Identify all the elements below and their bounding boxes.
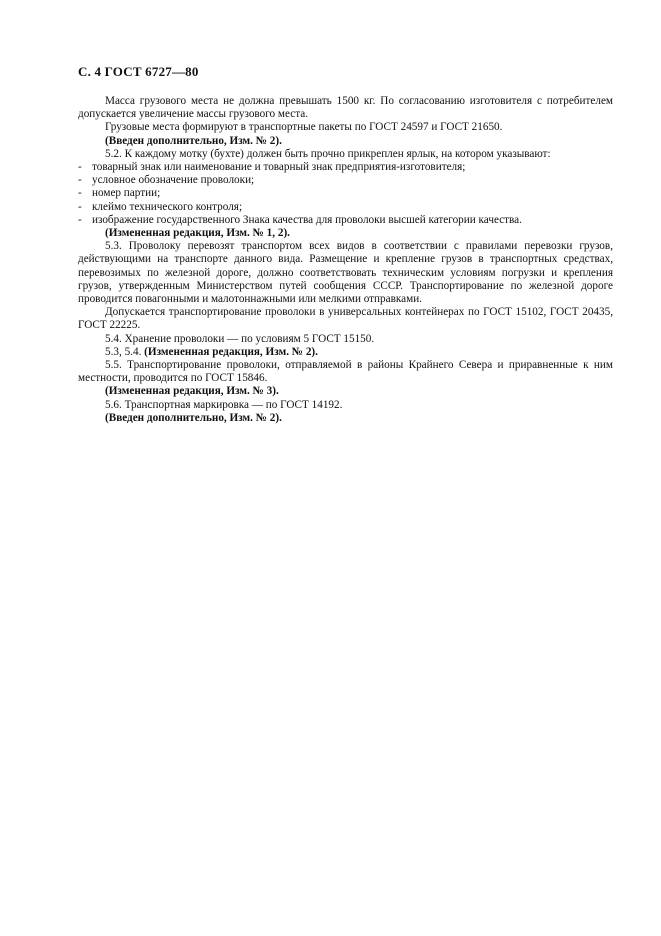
amendment-note: (Измененная редакция, Изм. № 3). bbox=[105, 385, 279, 398]
list-item-text: условное обозначение проволоки; bbox=[92, 174, 255, 187]
paragraph-containers: Допускается транспортирование проволоки в универсальных контейнерах по ГОСТ 15102, ГОСТ 20435, ГОСТ 22225. bbox=[78, 306, 613, 332]
list-marker: - bbox=[78, 200, 82, 213]
list-item bbox=[78, 161, 613, 174]
amendment-note-5-3-5-4 bbox=[78, 346, 613, 359]
list-item-text: клеймо технического контроля; bbox=[92, 200, 243, 213]
clause-numbers: 5.3, 5.4. bbox=[105, 345, 142, 358]
paragraph-5-3: 5.3. Проволоку перевозят транспортом всех видов в соответствии с правилами перевозки грузов, действующими на транспорте данного вида. Размещение и крепление грузов в транспортных средствах, перевозимых по железной дороге, должно соответствовать техническим условиям погрузки и крепления грузов, утвержденным Министерством путей сообщения СССР. Транспортирование по железной дороге проводится повагонными и малотоннажными или мелкими отправками. bbox=[78, 240, 613, 306]
amendment-text: (Измененная редакция, Изм. № 2). bbox=[144, 345, 318, 358]
paragraph-5-5: 5.5. Транспортирование проволоки, отправляемой в районы Крайнего Севера и приравненные к ним местности, проводится по ГОСТ 15846. bbox=[78, 359, 613, 385]
list-item bbox=[78, 174, 613, 187]
paragraph-mass: Масса грузового места не должна превышать 1500 кг. По согласованию изготовителя с потребителем допускается увеличение массы грузового места. bbox=[78, 95, 613, 121]
list-marker: - bbox=[78, 213, 82, 226]
list-marker: - bbox=[78, 174, 82, 187]
paragraph-5-4: 5.4. Хранение проволоки — по условиям 5 ГОСТ 15150. bbox=[105, 332, 375, 345]
paragraph-5-2: 5.2. К каждому мотку (бухте) должен быть прочно прикреплен ярлык, на котором указывают: bbox=[105, 147, 551, 160]
paragraph-5-6: 5.6. Транспортная маркировка — по ГОСТ 14192. bbox=[105, 398, 343, 411]
amendment-note: (Введен дополнительно, Изм. № 2). bbox=[105, 411, 282, 424]
amendment-note: (Измененная редакция, Изм. № 1, 2). bbox=[105, 227, 290, 240]
amendment-note: (Введен дополнительно, Изм. № 2). bbox=[105, 134, 282, 147]
list-item-text: номер партии; bbox=[92, 187, 161, 200]
document-body bbox=[78, 95, 613, 425]
paragraph-packages: Грузовые места формируют в транспортные пакеты по ГОСТ 24597 и ГОСТ 21650. bbox=[105, 121, 503, 134]
page-header: С. 4 ГОСТ 6727—80 bbox=[78, 64, 199, 79]
list-marker: - bbox=[78, 187, 82, 200]
list-item-text: изображение государственного Знака качества для проволоки высшей категории качества. bbox=[92, 213, 522, 226]
list-item-text: товарный знак или наименование и товарный знак предприятия-изготовителя; bbox=[92, 161, 466, 174]
list-item bbox=[78, 214, 613, 227]
list-item bbox=[78, 201, 613, 214]
list-marker: - bbox=[78, 161, 82, 174]
list-item bbox=[78, 187, 613, 200]
